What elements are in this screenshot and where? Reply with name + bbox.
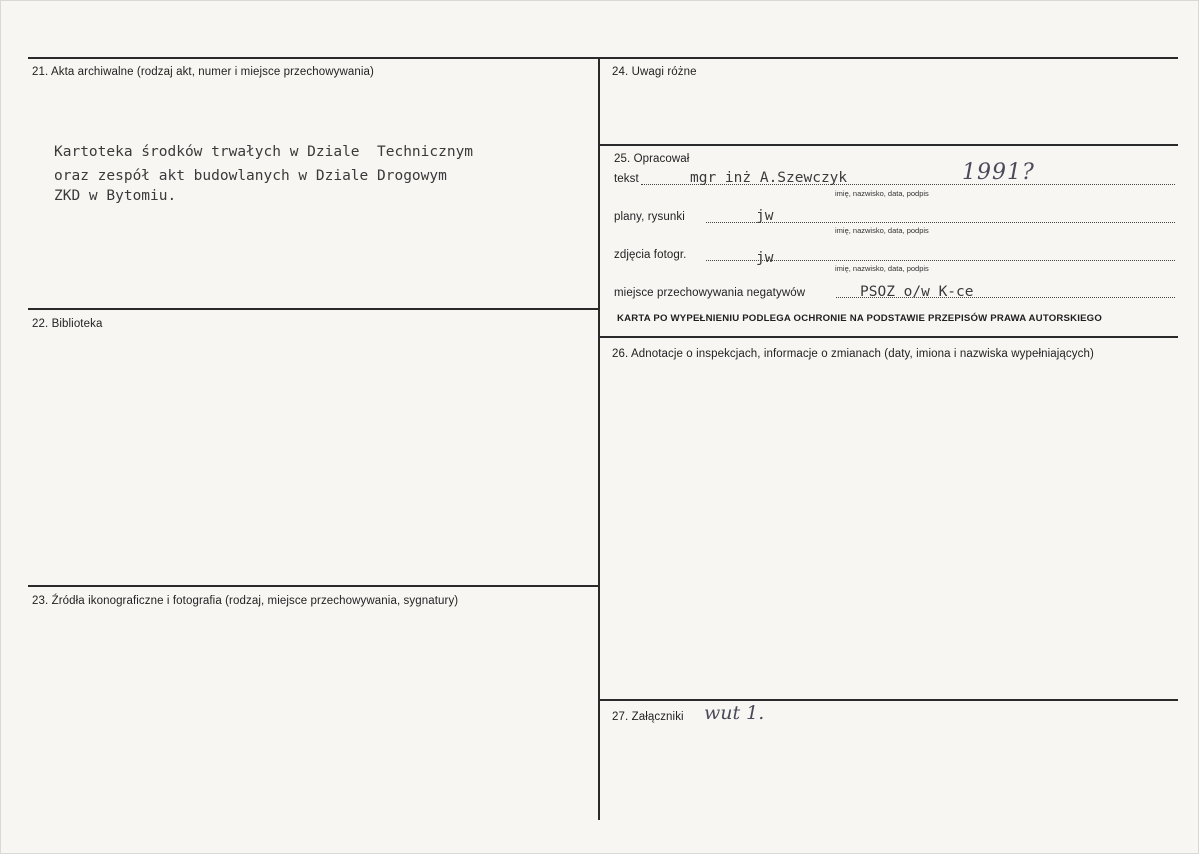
rule-26-27	[598, 699, 1178, 701]
section-26-label: 26. Adnotacje o inspekcjach, informacje o zmianach (daty, imiona i nazwiska wypełniających)	[612, 348, 1094, 360]
zdjecia-dotted-line	[706, 260, 1175, 261]
section-21-line-2: oraz zespół akt budowlanych w Dziale Drogowym	[54, 168, 447, 184]
rule-25-26	[598, 336, 1178, 338]
copyright-note: KARTA PO WYPEŁNIENIU PODLEGA OCHRONIE NA PODSTAWIE PRZEPISÓW PRAWA AUTORSKIEGO	[617, 313, 1103, 324]
tekst-label: tekst	[614, 173, 639, 185]
attachments-handwritten: wut 1.	[704, 702, 765, 724]
section-27-label: 27. Załączniki	[612, 711, 684, 723]
plany-caption: imię, nazwisko, data, podpis	[835, 226, 929, 235]
negatywy-value: PSOZ o/w K-ce	[860, 284, 974, 300]
rule-22-23	[28, 585, 599, 587]
plany-value: jw	[756, 208, 774, 224]
section-25-label: 25. Opracował	[614, 153, 690, 165]
tekst-caption: imię, nazwisko, data, podpis	[835, 189, 929, 198]
negatywy-label: miejsce przechowywania negatywów	[614, 287, 806, 299]
zdjecia-label: zdjęcia fotogr.	[614, 249, 687, 261]
center-divider	[598, 57, 600, 820]
section-21-label: 21. Akta archiwalne (rodzaj akt, numer i miejsce przechowywania)	[32, 66, 374, 78]
section-22-label: 22. Biblioteka	[32, 318, 103, 330]
plany-dotted-line	[706, 222, 1175, 223]
section-21-line-1: Kartoteka środków trwałych w Dziale Technicznym	[54, 144, 474, 160]
section-23-label: 23. Źródła ikonograficzne i fotografia (rodzaj, miejsce przechowywania, sygnatury)	[32, 595, 459, 607]
zdjecia-caption: imię, nazwisko, data, podpis	[835, 264, 929, 273]
tekst-value: mgr inż A.Szewczyk	[690, 170, 848, 186]
top-rule	[28, 57, 1178, 59]
zdjecia-value: jw	[756, 250, 774, 266]
tekst-handwritten-date: 1991?	[962, 160, 1035, 185]
section-21-line-3: ZKD w Bytomiu.	[54, 188, 177, 204]
section-24-label: 24. Uwagi różne	[612, 66, 697, 78]
rule-24-25	[598, 144, 1178, 146]
rule-21-22	[28, 308, 599, 310]
plany-label: plany, rysunki	[614, 211, 685, 223]
